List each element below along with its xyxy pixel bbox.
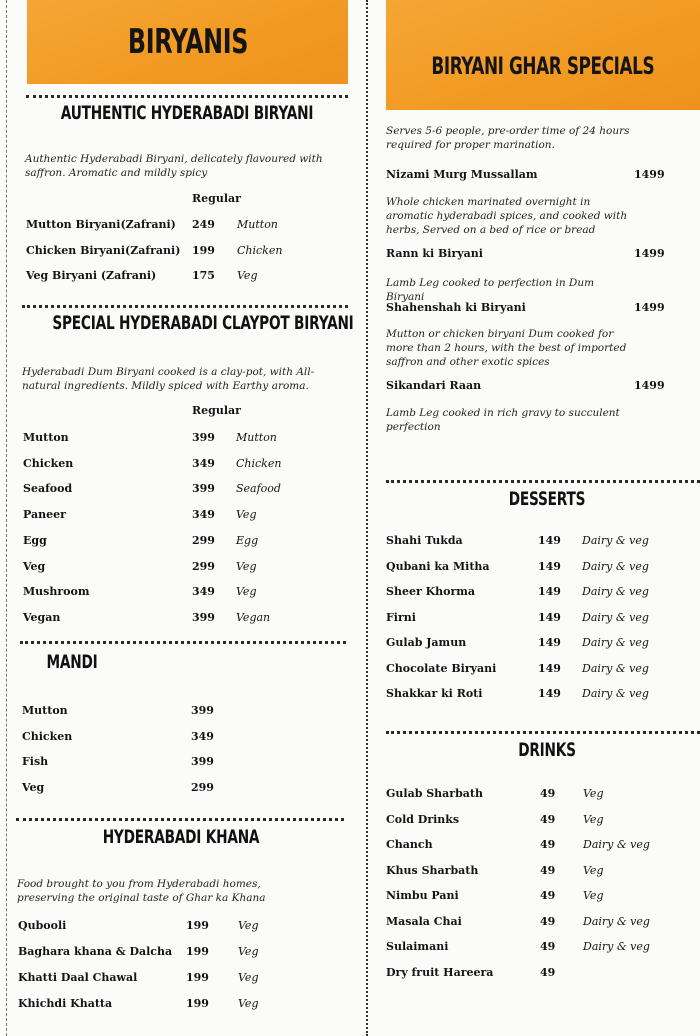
item-price: 199: [192, 243, 215, 257]
menu-item: [386, 889, 696, 905]
item-tag: Chicken: [237, 243, 283, 257]
menu-item: [18, 919, 338, 935]
menu-item: [386, 636, 696, 652]
item-name: Khichdi Khatta: [18, 997, 113, 1010]
item-tag: Dairy & veg: [582, 661, 649, 675]
item-name: Chicken: [22, 729, 73, 743]
item-description: Whole chicken marinated overnight in aromatic hyderabadi spices, and cooked with herbs, Served on a bed of rice or bread: [386, 196, 628, 236]
section-title: DESSERTS: [508, 488, 586, 510]
menu-item: [18, 971, 338, 987]
item-name: Seafood: [23, 482, 73, 496]
item-name: Gulab Sharbath: [386, 787, 483, 800]
item-name: Paneer: [23, 508, 66, 522]
item-name: Masala Chai: [386, 914, 462, 928]
menu-item: [386, 940, 696, 956]
menu-item: [386, 966, 696, 982]
item-tag: Dairy & veg: [583, 914, 650, 928]
menu-item: [23, 482, 343, 498]
item-name: Rann ki Biryani: [386, 247, 483, 260]
dotted-divider: [386, 480, 700, 483]
section-description: Food brought to you from Hyderabadi homes, preserving the original taste of Ghar ka Khana: [17, 878, 266, 904]
item-price: 49: [540, 965, 556, 979]
item-price: 149: [538, 636, 561, 649]
menu-item: [22, 781, 342, 797]
item-price: 49: [540, 838, 556, 851]
item-price: 399: [192, 482, 215, 496]
item-description: Lamb Leg cooked to perfection in Dum Biryani: [386, 277, 595, 303]
menu-item: [23, 508, 343, 524]
item-price: 149: [538, 559, 561, 573]
menu-item: [22, 755, 342, 771]
item-price: 49: [540, 889, 556, 902]
item-name: Qubani ka Mitha: [386, 559, 490, 573]
item-name: Veg: [22, 781, 45, 795]
section-description: Authentic Hyderabadi Biryani, delicately flavoured with saffron. Aromatic and mildly spicy: [25, 153, 323, 179]
special-item: [386, 247, 686, 263]
specials-banner: [386, 0, 700, 110]
menu-item: [386, 915, 696, 931]
item-name: Fish: [22, 755, 49, 769]
item-price: 399: [191, 755, 214, 769]
section-title: HYDERABADI KHANA: [102, 826, 260, 848]
menu-item: [386, 662, 696, 678]
item-price: 299: [192, 559, 215, 573]
menu-item: [386, 838, 696, 854]
item-name: Mutton: [22, 704, 68, 717]
section-title: MANDI: [46, 651, 98, 673]
item-tag: Veg: [583, 787, 604, 800]
item-tag: Dairy & veg: [583, 940, 650, 953]
menu-item: [18, 997, 338, 1013]
item-name: Chocolate Biryani: [386, 661, 497, 675]
dotted-divider: [22, 305, 348, 308]
item-name: Khatti Daal Chawal: [18, 971, 138, 984]
item-price: 49: [540, 940, 556, 953]
item-price: 1499: [634, 168, 665, 181]
item-price: 49: [540, 914, 556, 928]
item-tag: Veg: [238, 997, 259, 1010]
item-price: 199: [186, 971, 209, 984]
menu-item: [23, 585, 343, 601]
section-title: DRINKS: [518, 739, 576, 761]
item-name: Veg: [23, 559, 46, 573]
item-name: Shahi Tukda: [386, 534, 463, 547]
item-name: Mutton: [23, 431, 69, 444]
menu-item: [26, 244, 346, 260]
item-tag: Vegan: [236, 610, 271, 624]
item-price: 149: [538, 661, 561, 675]
item-tag: Veg: [236, 559, 257, 573]
item-price: 299: [191, 781, 214, 795]
item-price: 49: [540, 812, 556, 826]
menu-item: [26, 269, 346, 285]
item-price: 1499: [634, 301, 665, 314]
item-tag: Dairy & veg: [582, 534, 649, 547]
menu-item: [23, 534, 343, 550]
right-column: [362, 0, 700, 1036]
menu-item: [386, 813, 696, 829]
menu-item: [23, 611, 343, 627]
item-price: 249: [192, 218, 215, 231]
item-price: 349: [191, 729, 214, 743]
item-tag: Egg: [236, 533, 259, 547]
menu-item: [23, 457, 343, 473]
biryanis-banner: [27, 0, 348, 84]
item-name: Dry fruit Hareera: [386, 965, 494, 979]
item-price: 149: [538, 585, 561, 598]
item-tag: Seafood: [236, 482, 281, 496]
item-tag: Dairy & veg: [583, 838, 650, 851]
menu-item: [386, 585, 696, 601]
item-tag: Dairy & veg: [582, 559, 649, 573]
dotted-divider: [20, 641, 346, 644]
item-name: Khus Sharbath: [386, 863, 479, 877]
item-price: 49: [540, 787, 556, 800]
menu-item: [23, 431, 343, 447]
banner-title: BIRYANIS: [127, 22, 248, 62]
item-price: 199: [186, 997, 209, 1010]
menu-item: [386, 687, 696, 703]
item-tag: Veg: [238, 945, 259, 958]
item-price: 1499: [634, 247, 665, 260]
menu-item: [22, 730, 342, 746]
item-price: 399: [192, 610, 215, 624]
section-title: AUTHENTIC HYDERABADI BIRYANI: [60, 102, 314, 124]
item-price: 399: [192, 431, 215, 444]
item-price: 349: [192, 508, 215, 522]
dotted-divider: [26, 95, 348, 98]
price-header: Regular: [192, 192, 241, 205]
menu-item: [26, 218, 346, 234]
special-item: [386, 301, 686, 317]
item-tag: Mutton: [237, 218, 278, 231]
item-price: 175: [192, 269, 215, 282]
item-price: 199: [186, 919, 209, 932]
banner-title: BIRYANI GHAR SPECIALS: [431, 52, 655, 80]
item-name: Nimbu Pani: [386, 889, 459, 902]
item-name: Chicken Biryani(Zafrani): [26, 243, 181, 257]
menu-item: [386, 534, 696, 550]
section-title: SPECIAL HYDERABADI CLAYPOT BIRYANI: [52, 312, 354, 334]
item-tag: Chicken: [236, 456, 282, 470]
item-price: 399: [191, 704, 214, 717]
item-name: Cold Drinks: [386, 812, 460, 826]
item-name: Veg Biryani (Zafrani): [26, 269, 157, 282]
price-header: Regular: [192, 404, 241, 417]
menu-item: [386, 864, 696, 880]
item-tag: Mutton: [236, 431, 277, 444]
item-price: 49: [540, 863, 556, 877]
item-name: Chicken: [23, 456, 74, 470]
item-name: Gulab Jamun: [386, 636, 467, 649]
item-name: Qubooli: [18, 919, 67, 932]
menu-item: [22, 704, 342, 720]
item-name: Mushroom: [23, 585, 90, 599]
item-description: Mutton or chicken biryani Dum cooked for more than 2 hours, with the best of imported saffron and other exotic spices: [386, 328, 627, 368]
item-name: Shakkar ki Roti: [386, 687, 483, 700]
item-tag: Veg: [237, 269, 258, 282]
item-tag: Dairy & veg: [582, 610, 649, 624]
item-tag: Veg: [238, 971, 259, 984]
item-name: Firni: [386, 610, 416, 624]
item-price: 349: [192, 456, 215, 470]
item-name: Egg: [23, 533, 47, 547]
item-tag: Dairy & veg: [582, 636, 649, 649]
item-price: 149: [538, 687, 561, 700]
item-tag: Dairy & veg: [582, 585, 649, 598]
item-tag: Dairy & veg: [582, 687, 649, 700]
special-item: [386, 379, 686, 395]
menu-item: [386, 560, 696, 576]
item-name: Sheer Khorma: [386, 585, 476, 598]
dotted-divider: [16, 818, 344, 821]
special-item: [386, 168, 686, 184]
menu-item: [386, 787, 696, 803]
item-name: Sulaimani: [386, 940, 449, 953]
item-name: Sikandari Raan: [386, 379, 482, 392]
item-price: 149: [538, 534, 561, 547]
specials-note: Serves 5-6 people, pre-order time of 24 hours required for proper marination.: [386, 125, 630, 151]
menu-item: [18, 945, 338, 961]
item-price: 299: [192, 533, 215, 547]
item-price: 199: [186, 945, 209, 958]
menu-item: [386, 611, 696, 627]
item-tag: Veg: [236, 585, 257, 599]
item-tag: Veg: [583, 889, 604, 902]
item-name: Shahenshah ki Biryani: [386, 301, 526, 314]
item-tag: Veg: [583, 812, 604, 826]
item-description: Lamb Leg cooked in rich gravy to succulent perfection: [386, 407, 620, 433]
item-tag: Veg: [238, 919, 259, 932]
item-price: 349: [192, 585, 215, 599]
item-price: 149: [538, 610, 561, 624]
item-name: Nizami Murg Mussallam: [386, 168, 538, 181]
item-tag: Veg: [236, 508, 257, 522]
item-name: Vegan: [23, 610, 61, 624]
section-description: Hyderabadi Dum Biryani cooked is a clay-pot, with All-natural ingredients. Mildly spiced with Earthy aroma.: [22, 366, 315, 392]
dotted-divider: [386, 731, 700, 734]
item-name: Chanch: [386, 838, 433, 851]
item-tag: Veg: [583, 863, 604, 877]
item-name: Baghara khana & Dalcha: [18, 945, 173, 958]
item-price: 1499: [634, 379, 665, 392]
item-name: Mutton Biryani(Zafrani): [26, 218, 176, 231]
menu-item: [23, 560, 343, 576]
